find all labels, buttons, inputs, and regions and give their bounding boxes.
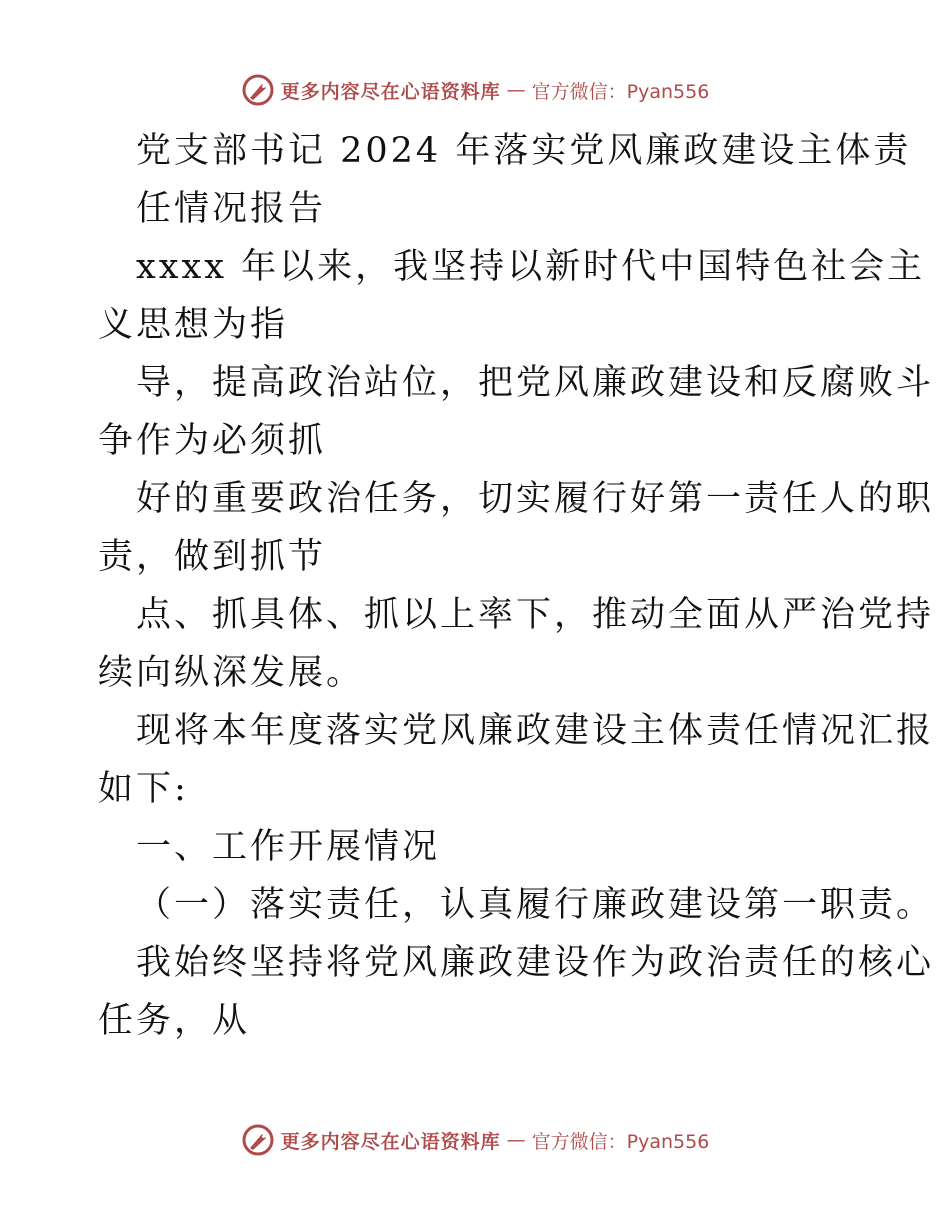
paragraph-line: 任务，从: [98, 1001, 251, 1041]
paragraph-line: 义思想为指: [98, 305, 289, 345]
pen-nib-circle-icon: [241, 1123, 275, 1157]
footer-watermark: [0, 1120, 950, 1160]
watermark-brand: 更多内容尽在心语资料库: [280, 1130, 501, 1153]
subsection-heading: （一）落实责任，认真履行廉政建设第一职责。: [136, 885, 935, 925]
title-line-1: 党支部书记 2024 年落实党风廉政建设主体责: [136, 131, 912, 171]
paragraph-line: 点、抓具体、抓以上率下，推动全面从严治党持: [136, 595, 935, 635]
pen-nib-circle-icon: [241, 73, 275, 107]
section-heading: 一、工作开展情况: [136, 827, 441, 867]
watermark-contact: 官方微信：Pyan556: [531, 1130, 710, 1153]
header-watermark: [0, 70, 950, 110]
watermark-dash: —: [506, 1129, 526, 1151]
title-line-2: 任情况报告: [136, 189, 327, 229]
paragraph-line: 我始终坚持将党风廉政建设作为政治责任的核心: [136, 943, 935, 983]
paragraph-line: 争作为必须抓: [98, 421, 327, 461]
watermark-dash: —: [506, 79, 526, 101]
paragraph-line: 责，做到抓节: [98, 537, 327, 577]
paragraph-line: 现将本年度落实党风廉政建设主体责任情况汇报: [136, 711, 935, 751]
paragraph-line: 续向纵深发展。: [98, 653, 365, 693]
paragraph-line: xxxx 年以来，我坚持以新时代中国特色社会主: [136, 247, 926, 287]
paragraph-line: 好的重要政治任务，切实履行好第一责任人的职: [136, 479, 935, 519]
watermark-brand: 更多内容尽在心语资料库: [280, 80, 501, 103]
document-body: [98, 122, 935, 1050]
paragraph-line: 如下:: [98, 769, 189, 809]
watermark-contact: 官方微信：Pyan556: [531, 80, 710, 103]
paragraph-line: 导，提高政治站位，把党风廉政建设和反腐败斗: [136, 363, 935, 403]
